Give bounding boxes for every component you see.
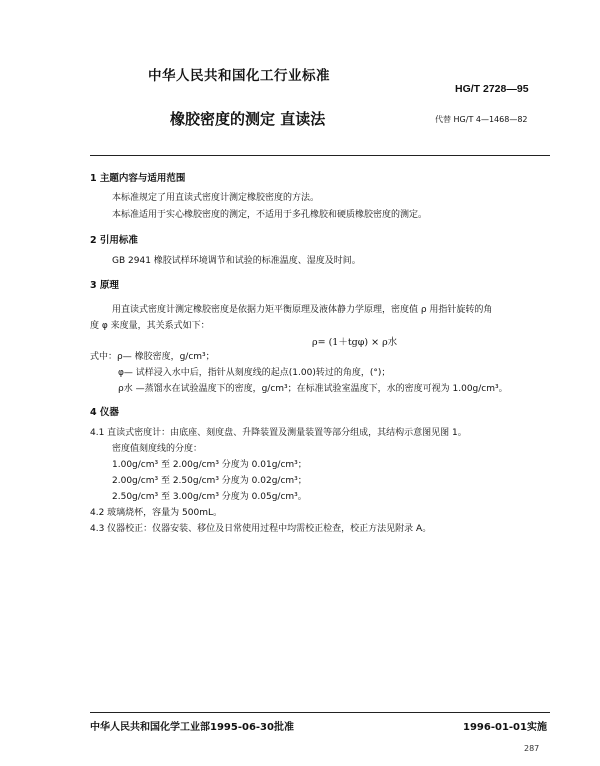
implementation-date: 1996-01-01实施: [463, 722, 547, 733]
section-4-heading: 4 仪器: [90, 407, 119, 418]
scale-division-title: 密度值刻度线的分度：: [112, 444, 203, 454]
section-2-heading: 2 引用标准: [90, 235, 138, 246]
principle-paragraph-line-1: 用直读式密度计测定橡胶密度是依据力矩平衡原理及液体静力学原理，密度值 ρ 用指针旋转的角: [112, 305, 493, 315]
section-1-paragraph-2: 本标准适用于实心橡胶密度的测定，不适用于多孔橡胶和硬质橡胶密度的测定。: [112, 210, 428, 220]
header-rule: [90, 155, 550, 156]
scale-division-range-1: 1.00g/cm³ 至 2.00g/cm³ 分度为 0.01g/cm³；: [112, 460, 307, 470]
section-1-paragraph-1: 本标准规定了用直读式密度计测定橡胶密度的方法。: [112, 193, 320, 203]
density-formula: ρ= (1＋tgφ) × ρ水: [312, 337, 398, 348]
principle-paragraph-line-2: 度 φ 来度量，其关系式如下：: [90, 321, 210, 331]
approval-date: 中华人民共和国化学工业部1995-06-30批准: [90, 722, 294, 733]
formula-variable-phi: φ— 试样浸入水中后，指针从刻度线的起点(1.00)转过的角度，(°)；: [118, 368, 391, 378]
section-1-heading: 1 主题内容与适用范围: [90, 173, 186, 184]
page-number: 287: [524, 744, 540, 753]
document-title: 橡胶密度的测定 直读法: [170, 110, 326, 128]
section-3-heading: 3 原理: [90, 280, 119, 291]
item-4-1: 4.1 直读式密度计：由底座、刻度盘、升降装置及测量装置等部分组成，其结构示意图见图 1。: [90, 428, 467, 438]
referenced-standard: GB 2941 橡胶试样环境调节和试验的标准温度、湿度及时间。: [112, 256, 361, 266]
scale-division-range-3: 2.50g/cm³ 至 3.00g/cm³ 分度为 0.05g/cm³。: [112, 492, 307, 502]
item-4-3: 4.3 仪器校正：仪器安装、移位及日常使用过程中均需校正检查，校正方法见附录 A。: [90, 524, 432, 534]
formula-variable-rho: 式中：ρ— 橡胶密度，g/cm³；: [90, 352, 215, 362]
item-4-2: 4.2 玻璃烧杯，容量为 500mL。: [90, 508, 222, 518]
issuing-authority: 中华人民共和国化工行业标准: [148, 68, 330, 84]
standard-number: HG/T 2728—95: [455, 83, 529, 95]
replaces-standard: 代替 HG/T 4—1468—82: [435, 115, 528, 124]
footer-rule: [90, 712, 550, 713]
scale-division-range-2: 2.00g/cm³ 至 2.50g/cm³ 分度为 0.02g/cm³；: [112, 476, 307, 486]
formula-variable-rho-water: ρ水 —蒸馏水在试验温度下的密度，g/cm³；在标准试验室温度下，水的密度可视为 1.00g/cm³。: [118, 384, 508, 394]
